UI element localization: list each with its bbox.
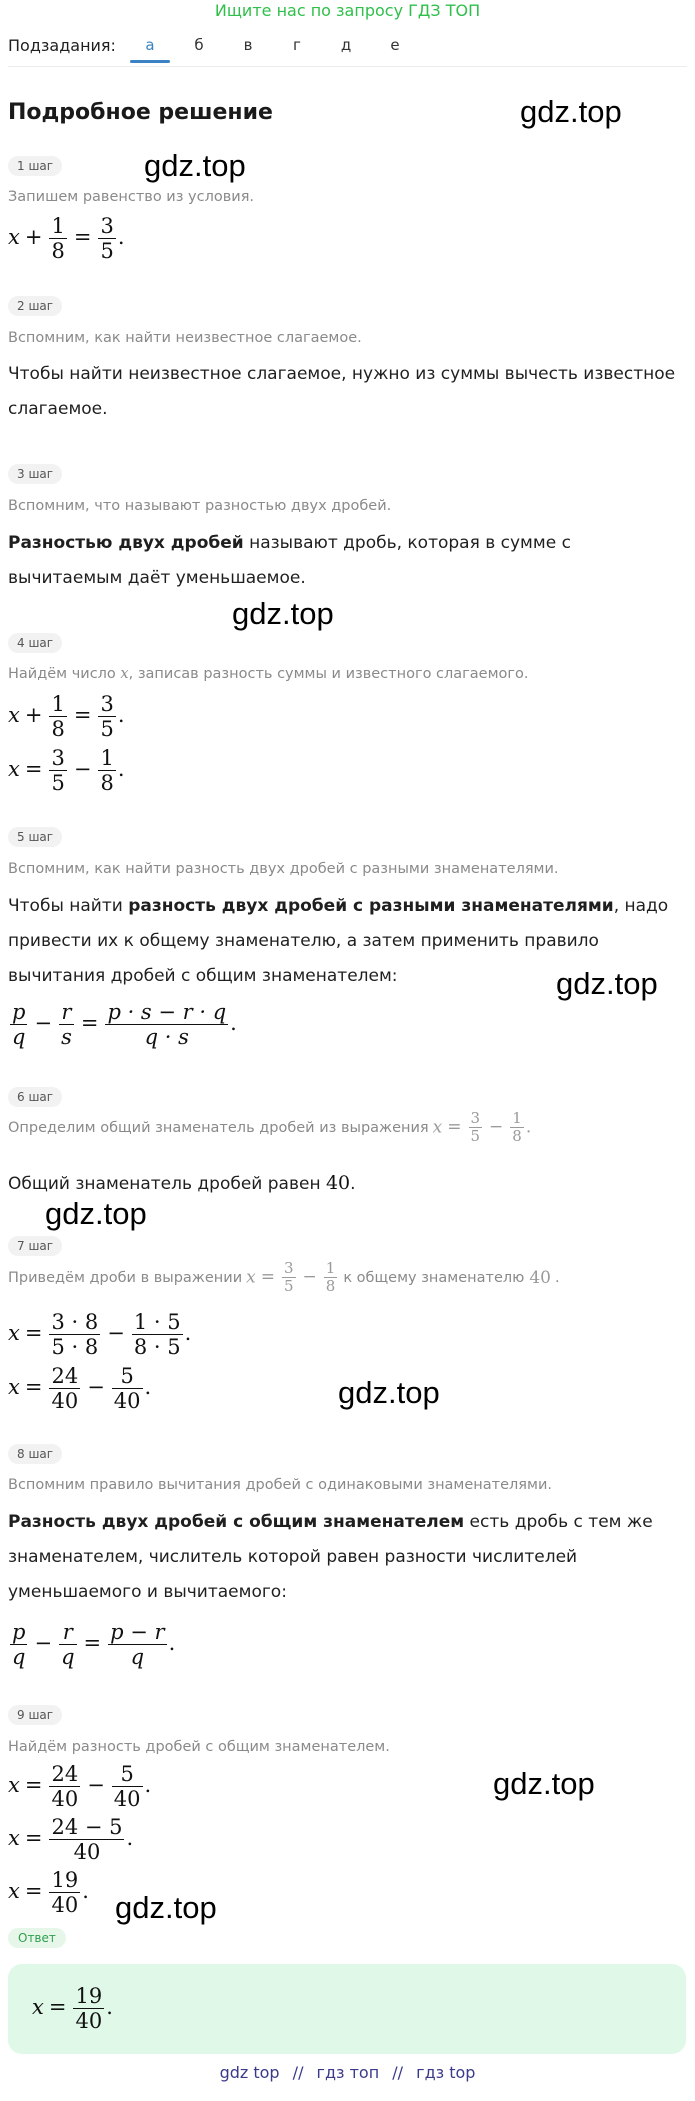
definition-text: Разностью двух дробей называют дробь, которая в сумме с вычитаемым даёт уменьшаемое. bbox=[8, 533, 571, 588]
watermark: gdz.top bbox=[520, 94, 622, 129]
step-note: Определим общий знаменатель дробей из выражения x = $\frac{3}{5}$ − $\frac{1}{8}$ . bbox=[8, 1109, 532, 1146]
tab-a[interactable]: а bbox=[145, 36, 155, 54]
step-note: Вспомним, что называют разностью двух дробей. bbox=[8, 498, 392, 514]
formula: $\frac{p}{q}$ − $\frac{r}{q}$ = $\frac{p - r}{q}$ . bbox=[12, 1620, 176, 1670]
step-note: Вспомним правило вычитания дробей с одинаковыми знаменателями. bbox=[8, 1477, 552, 1493]
page-title: Подробное решение bbox=[8, 100, 273, 125]
watermark: gdz.top bbox=[493, 1766, 595, 1801]
equation: x = $\frac{24}{40}$ − $\frac{5}{40}$ . bbox=[8, 1762, 152, 1812]
step-chip: 9 шаг bbox=[8, 1705, 62, 1725]
watermark: gdz.top bbox=[45, 1196, 147, 1231]
equation: x = $\frac{3 \cdot 8}{5 \cdot 8}$ − $\frac{1 \cdot 5}{8 \cdot 5}$ . bbox=[8, 1310, 192, 1360]
equation: x = $\frac{3}{5}$ − $\frac{1}{8}$ . bbox=[8, 746, 125, 796]
search-banner: Ищите нас по запросу ГДЗ ТОП bbox=[214, 1, 481, 20]
footer-link[interactable]: гдз top bbox=[416, 2063, 476, 2082]
step-note: Найдём число x, записав разность суммы и известного слагаемого. bbox=[8, 666, 529, 682]
step-chip: 5 шаг bbox=[8, 827, 62, 847]
equation: x + $\frac{1}{8}$ = $\frac{3}{5}$ . bbox=[8, 214, 125, 264]
tab-g[interactable]: г bbox=[293, 36, 301, 54]
step-chip: 3 шаг bbox=[8, 464, 62, 484]
step-chip: 7 шаг bbox=[8, 1236, 62, 1256]
subtasks-label: Подзадания: bbox=[8, 36, 116, 55]
footer-link[interactable]: гдз топ bbox=[316, 2063, 380, 2082]
footer-separator: // bbox=[292, 2063, 304, 2082]
step-chip: 2 шаг bbox=[8, 296, 62, 316]
active-tab-indicator bbox=[130, 60, 170, 63]
footer-separator: // bbox=[392, 2063, 404, 2082]
tab-b[interactable]: б bbox=[194, 36, 204, 54]
step-chip: 6 шаг bbox=[8, 1087, 62, 1107]
tab-d[interactable]: д bbox=[340, 36, 352, 54]
watermark: gdz.top bbox=[144, 148, 246, 183]
step-note: Вспомним, как найти неизвестное слагаемое. bbox=[8, 330, 362, 346]
watermark: gdz.top bbox=[338, 1375, 440, 1410]
rule-text: Чтобы найти разность двух дробей с разными знаменателями, надо привести их к общему знаменателю, а затем применить правило вычитания дробей с общим знаменателем: bbox=[8, 896, 669, 986]
step-note: Запишем равенство из условия. bbox=[8, 189, 255, 205]
footer-links bbox=[0, 2063, 695, 2082]
rule-text: Разность двух дробей с общим знаменателем есть дробь с тем же знаменателем, числитель которой равен разности числителей уменьшаемого и вычитаемого: bbox=[8, 1512, 653, 1602]
watermark: gdz.top bbox=[556, 966, 658, 1001]
formula: $\frac{p}{q}$ − $\frac{r}{s}$ = $\frac{p \cdot s - r \cdot q}{q \cdot s}$ . bbox=[12, 1000, 237, 1050]
step-note: Найдём разность дробей с общим знаменателем. bbox=[8, 1739, 390, 1755]
watermark: gdz.top bbox=[232, 596, 334, 631]
answer-equation: x = $\frac{19}{40}$ . bbox=[32, 1984, 113, 2034]
answer-chip: Ответ bbox=[8, 1928, 66, 1948]
watermark: gdz.top bbox=[115, 1890, 217, 1925]
equation: x = $\frac{19}{40}$ . bbox=[8, 1868, 89, 1918]
equation: x = $\frac{24}{40}$ − $\frac{5}{40}$ . bbox=[8, 1364, 152, 1414]
step-chip: 8 шаг bbox=[8, 1444, 62, 1464]
footer-link[interactable]: gdz top bbox=[219, 2063, 280, 2082]
step-note: Вспомним, как найти разность двух дробей с разными знаменателями. bbox=[8, 861, 559, 877]
step-chip: 1 шаг bbox=[8, 156, 62, 176]
tab-v[interactable]: в bbox=[243, 36, 253, 54]
result-text: Общий знаменатель дробей равен 40. bbox=[8, 1172, 356, 1194]
equation: x + $\frac{1}{8}$ = $\frac{3}{5}$ . bbox=[8, 692, 125, 742]
tab-e[interactable]: е bbox=[390, 36, 400, 54]
rule-text: Чтобы найти неизвестное слагаемое, нужно из суммы вычесть известное слагаемое. bbox=[8, 364, 676, 419]
equation: x = $\frac{24 - 5}{40}$ . bbox=[8, 1815, 134, 1865]
step-note: Приведём дроби в выражении x = $\frac{3}{5}$ − $\frac{1}{8}$ к общему знаменателю 40 . bbox=[8, 1259, 560, 1296]
step-chip: 4 шаг bbox=[8, 633, 62, 653]
divider bbox=[8, 66, 687, 67]
